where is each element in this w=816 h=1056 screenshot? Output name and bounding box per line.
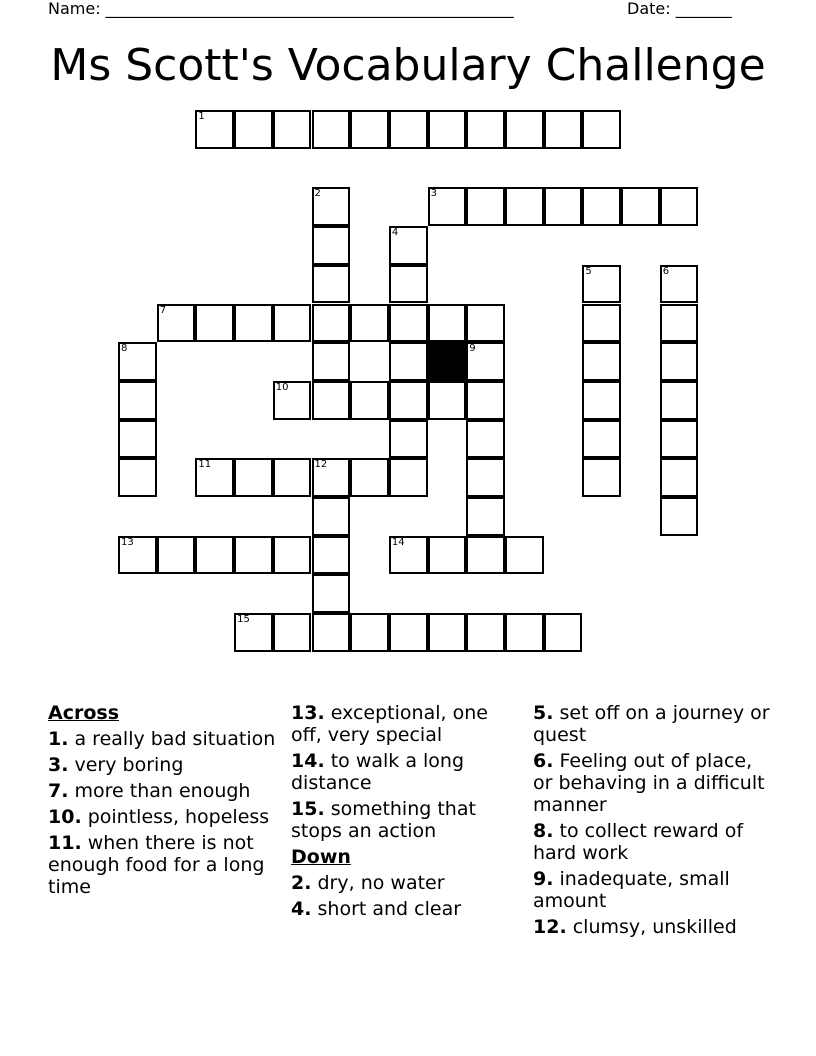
- clue-across-14: 14. to walk a long distance: [291, 750, 465, 794]
- grid-cell[interactable]: [389, 226, 428, 265]
- grid-cell[interactable]: [350, 381, 389, 420]
- grid-cell[interactable]: [505, 110, 544, 149]
- grid-cell[interactable]: [350, 458, 389, 497]
- clue-number: 14: [391, 536, 405, 548]
- grid-cell[interactable]: [312, 497, 351, 536]
- grid-cell[interactable]: [466, 342, 505, 381]
- grid-cell[interactable]: [428, 613, 467, 652]
- clue-down-8: 8. to collect reward of hard work: [533, 820, 744, 864]
- grid-cell[interactable]: [428, 304, 467, 343]
- grid-cell[interactable]: [312, 187, 351, 226]
- grid-cell[interactable]: [428, 187, 467, 226]
- clue-number: 7: [159, 304, 167, 316]
- grid-cell[interactable]: [466, 536, 505, 575]
- clue-down-4: 4. short and clear: [291, 898, 462, 920]
- grid-cell[interactable]: [389, 613, 428, 652]
- clue-across-13: 13. exceptional, one off, very special: [291, 702, 488, 746]
- grid-cell[interactable]: [466, 110, 505, 149]
- grid-cell[interactable]: [312, 613, 351, 652]
- grid-cell[interactable]: [466, 304, 505, 343]
- black-cell: [428, 342, 467, 381]
- grid-cell[interactable]: [234, 458, 273, 497]
- clue-number: 9: [469, 343, 476, 355]
- grid-cell[interactable]: [273, 613, 312, 652]
- clue-column-3: [533, 702, 773, 942]
- grid-cell[interactable]: [466, 187, 505, 226]
- clue-number: 5: [585, 265, 592, 277]
- grid-cell[interactable]: [312, 304, 351, 343]
- date-field[interactable]: Date: _______: [627, 0, 732, 18]
- grid-cell[interactable]: [582, 265, 621, 304]
- grid-cell[interactable]: [157, 536, 196, 575]
- grid-cell[interactable]: [234, 613, 273, 652]
- grid-cell[interactable]: [273, 110, 312, 149]
- grid-cell[interactable]: [312, 574, 351, 613]
- grid-cell[interactable]: [312, 342, 351, 381]
- clue-across-10: 10. pointless, hopeless: [48, 806, 270, 828]
- grid-cell[interactable]: [118, 342, 157, 381]
- grid-cell[interactable]: [389, 420, 428, 459]
- grid-cell[interactable]: [350, 110, 389, 149]
- grid-cell[interactable]: [582, 110, 621, 149]
- clue-across-11: 11. when there is not enough food for a long time: [48, 832, 265, 898]
- grid-cell[interactable]: [544, 613, 583, 652]
- clue-number: 6: [662, 265, 670, 277]
- grid-cell[interactable]: [312, 110, 351, 149]
- clue-down-12: 12. clumsy, unskilled: [533, 916, 737, 938]
- grid-cell[interactable]: [350, 613, 389, 652]
- grid-cell[interactable]: [389, 458, 428, 497]
- name-field[interactable]: Name: ___________________________________________________: [48, 0, 514, 18]
- clue-down-5: 5. set off on a journey or quest: [533, 702, 770, 746]
- grid-cell[interactable]: [389, 304, 428, 343]
- grid-cell[interactable]: [157, 304, 196, 343]
- grid-cell[interactable]: [544, 187, 583, 226]
- grid-cell[interactable]: [195, 458, 234, 497]
- clue-down-2: 2. dry, no water: [291, 872, 445, 894]
- grid-cell[interactable]: [195, 304, 234, 343]
- grid-cell[interactable]: [428, 110, 467, 149]
- grid-cell[interactable]: [273, 381, 312, 420]
- grid-cell[interactable]: [660, 342, 699, 381]
- grid-cell[interactable]: [544, 110, 583, 149]
- down-heading: Down: [291, 846, 351, 868]
- clue-number: 13: [121, 536, 134, 548]
- clue-number: 15: [237, 614, 250, 626]
- clue-down-6: 6. Feeling out of place, or behaving in a difficult manner: [533, 750, 765, 816]
- grid-cell[interactable]: [273, 304, 312, 343]
- grid-cell[interactable]: [389, 342, 428, 381]
- grid-cell[interactable]: [389, 536, 428, 575]
- clue-across-7: 7. more than enough: [48, 780, 251, 802]
- grid-cell[interactable]: [312, 536, 351, 575]
- grid-cell[interactable]: [312, 226, 351, 265]
- clue-across-1: 1. a really bad situation: [48, 728, 276, 750]
- grid-cell[interactable]: [118, 458, 157, 497]
- grid-cell[interactable]: [660, 458, 699, 497]
- grid-cell[interactable]: [389, 110, 428, 149]
- clue-number: 4: [391, 227, 399, 239]
- grid-cell[interactable]: [428, 536, 467, 575]
- grid-cell[interactable]: [466, 381, 505, 420]
- clue-number: 10: [275, 381, 289, 393]
- grid-cell[interactable]: [195, 110, 234, 149]
- grid-cell[interactable]: [660, 497, 699, 536]
- grid-cell[interactable]: [660, 304, 699, 343]
- grid-cell[interactable]: [428, 381, 467, 420]
- clue-column-1: [48, 702, 284, 902]
- clue-down-9: 9. inadequate, small amount: [533, 868, 730, 912]
- clue-number: 12: [314, 459, 328, 471]
- grid-cell[interactable]: [505, 536, 544, 575]
- grid-cell[interactable]: [195, 536, 234, 575]
- grid-cell[interactable]: [273, 458, 312, 497]
- clue-column-2: [291, 702, 519, 924]
- grid-cell[interactable]: [118, 420, 157, 459]
- grid-cell[interactable]: [312, 381, 351, 420]
- grid-cell[interactable]: [273, 536, 312, 575]
- grid-cell[interactable]: [660, 381, 699, 420]
- grid-cell[interactable]: [505, 613, 544, 652]
- grid-cell[interactable]: [118, 381, 157, 420]
- grid-cell[interactable]: [350, 304, 389, 343]
- clue-number: 1: [198, 111, 205, 122]
- grid-cell[interactable]: [621, 187, 660, 226]
- grid-cell[interactable]: [660, 187, 699, 226]
- grid-cell[interactable]: [234, 110, 273, 149]
- grid-cell[interactable]: [505, 187, 544, 226]
- grid-cell[interactable]: [582, 187, 621, 226]
- grid-cell[interactable]: [582, 381, 621, 420]
- across-heading: Across: [48, 702, 120, 724]
- clue-across-3: 3. very boring: [48, 754, 184, 776]
- grid-cell[interactable]: [582, 342, 621, 381]
- grid-cell[interactable]: [466, 420, 505, 459]
- grid-cell[interactable]: [389, 265, 428, 304]
- grid-cell[interactable]: [234, 536, 273, 575]
- grid-cell[interactable]: [466, 458, 505, 497]
- clue-number: 11: [198, 459, 212, 471]
- page-title: Ms Scott's Vocabulary Challenge: [50, 40, 766, 91]
- grid-cell[interactable]: [660, 420, 699, 459]
- grid-cell[interactable]: [582, 304, 621, 343]
- clue-number: 3: [430, 188, 437, 200]
- grid-cell[interactable]: [234, 304, 273, 343]
- grid-cell[interactable]: [312, 265, 351, 304]
- grid-cell[interactable]: [660, 265, 699, 304]
- grid-cell[interactable]: [118, 536, 157, 575]
- grid-cell[interactable]: [582, 420, 621, 459]
- clue-number: 2: [314, 188, 321, 200]
- grid-cell[interactable]: [582, 458, 621, 497]
- grid-cell[interactable]: [312, 458, 351, 497]
- grid-cell[interactable]: [389, 381, 428, 420]
- clue-number: 8: [121, 343, 128, 355]
- grid-cell[interactable]: [466, 497, 505, 536]
- grid-cell[interactable]: [466, 613, 505, 652]
- clue-across-15: 15. something that stops an action: [291, 798, 476, 842]
